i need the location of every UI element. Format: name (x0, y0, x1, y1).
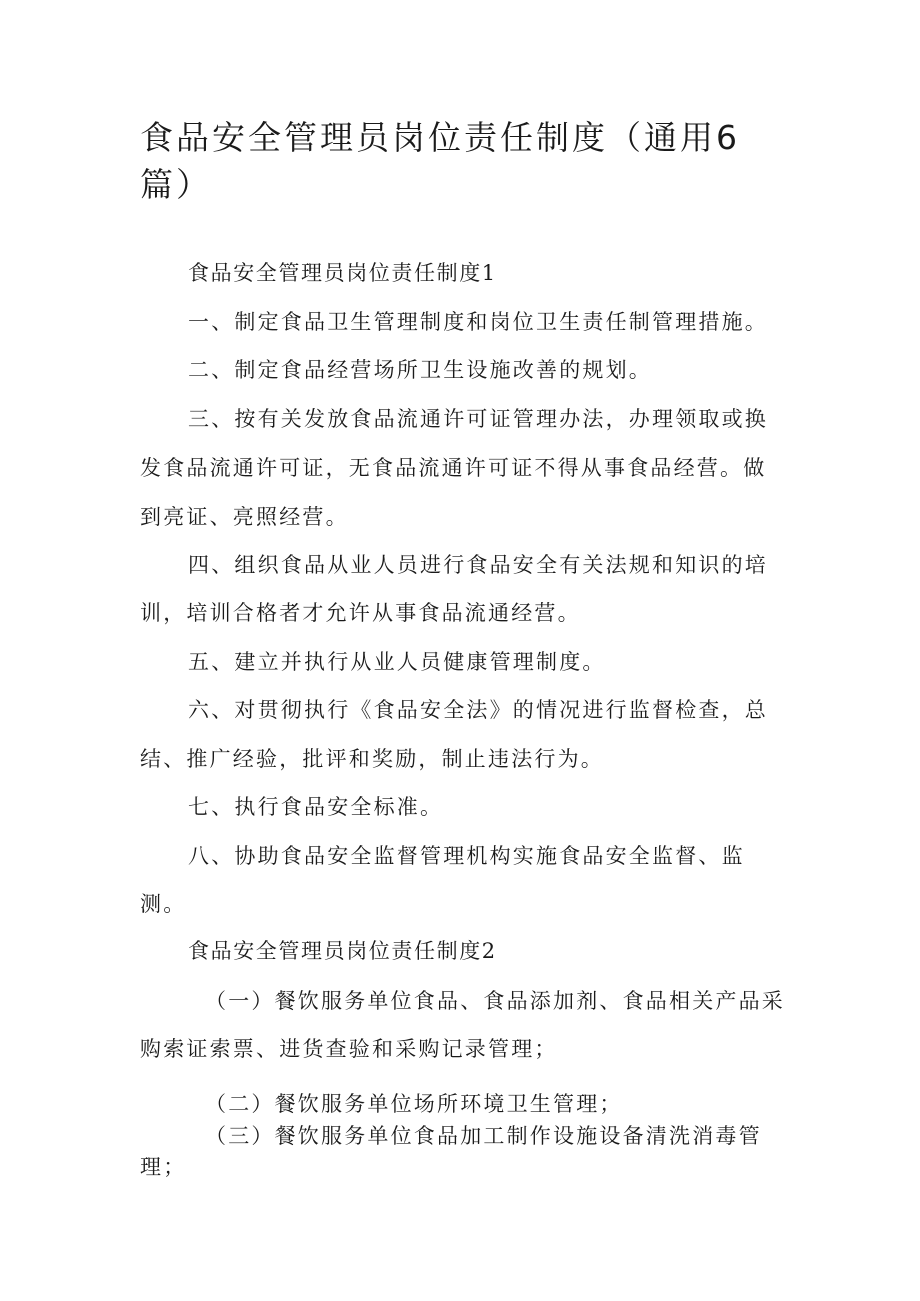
paragraph-line: 测。 (140, 892, 187, 916)
document-title (140, 114, 740, 208)
section-heading-1: 食品安全管理员岗位责任制度1 (188, 261, 497, 285)
paragraph-line: 到亮证、亮照经营。 (140, 505, 349, 529)
paragraph-line: 六、对贯彻执行《食品安全法》的情况进行监督检查，总 (188, 698, 768, 722)
title-line-2: 篇） (140, 165, 212, 204)
paragraph-line: 四、组织食品从业人员进行食品安全有关法规和知识的培 (188, 553, 768, 577)
paragraph-line: 发食品流通许可证，无食品流通许可证不得从事食品经营。做 (140, 456, 767, 480)
paragraph-line: 三、按有关发放食品流通许可证管理办法，办理领取或换 (188, 407, 768, 431)
paragraph-line: 购索证索票、进货查验和采购记录管理； (140, 1037, 558, 1061)
section-heading-2: 食品安全管理员岗位责任制度2 (188, 939, 497, 963)
paragraph-line: （一）餐饮服务单位食品、食品添加剂、食品相关产品采 (205, 989, 785, 1013)
paragraph-line: 一、制定食品卫生管理制度和岗位卫生责任制管理措施。 (188, 310, 768, 334)
paragraph-line: 训，培训合格者才允许从事食品流通经营。 (140, 601, 581, 625)
paragraph-line: （三）餐饮服务单位食品加工制作设施设备清洗消毒管 (205, 1124, 762, 1148)
paragraph-line: 七、执行食品安全标准。 (188, 795, 444, 819)
paragraph-line: 结、推广经验，批评和奖励，制止违法行为。 (140, 747, 604, 771)
paragraph-line: （二）餐饮服务单位场所环境卫生管理； (205, 1092, 623, 1116)
title-line-1: 食品安全管理员岗位责任制度（通用6 (140, 118, 740, 157)
paragraph-line: 五、建立并执行从业人员健康管理制度。 (188, 650, 606, 674)
paragraph-line: 八、协助食品安全监督管理机构实施食品安全监督、监 (188, 844, 745, 868)
paragraph-line: 理； (140, 1155, 187, 1179)
paragraph-line: 二、制定食品经营场所卫生设施改善的规划。 (188, 358, 652, 382)
